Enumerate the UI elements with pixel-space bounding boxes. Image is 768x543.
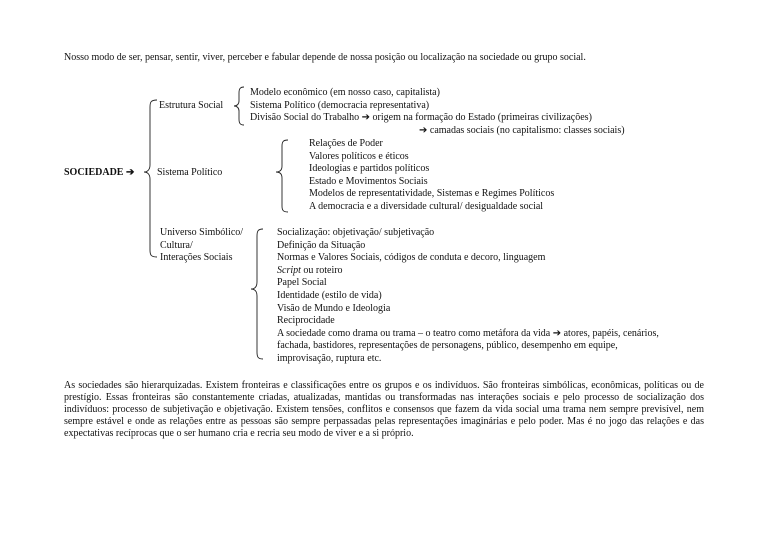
list-item: Visão de Mundo e Ideologia [277,302,391,314]
list-item: Sistema Político (democracia representativa) [250,99,430,111]
branch-sistema-politico: Sistema Político [157,167,223,178]
list-item: Papel Social [277,277,327,289]
list-item: improvisação, ruptura etc. [277,352,382,364]
list-item: Identidade (estilo de vida) [277,289,382,301]
sistema-brace [276,140,288,212]
intro-sentence: Nosso modo de ser, pensar, sentir, viver, perceber e fabular depende de nossa posição ou localização na sociedade ou grupo social. [64,52,586,63]
branch-label-line: Interações Sociais [160,252,233,264]
script-suffix: ou roteiro [300,264,343,276]
root-label: SOCIEDADE [64,167,124,178]
list-item: A sociedade como drama ou trama – o teatro como metáfora da vida ➔ atores, papéis, cenários, [277,327,659,339]
list-item: fachada, bastidores, representações de personagens, público, desempenho em equipe, [277,340,618,352]
list-item: Definição da Situação [277,239,366,251]
script-word: Script [277,264,301,276]
list-item: Ideologias e partidos políticos [309,163,430,175]
list-item: Divisão Social do Trabalho ➔ origem na formação do Estado (primeiras civilizações) [250,112,592,124]
list-item: A democracia e a diversidade cultural/ desigualdade social [309,200,544,212]
main-brace [144,100,157,257]
list-item: ➔ camadas sociais (no capitalismo: classes sociais) [419,124,625,136]
universo-brace [251,229,263,359]
arrow-right-icon: ➔ [125,167,135,178]
branch-label-line: Universo Simbólico/ [160,227,244,238]
closing-paragraph: As sociedades são hierarquizadas. Existem fronteiras e classificações entre os grupos e os indivíduos. São fronteiras simbólicas, econômicas, políticas ou de prestígio. Essas fronteiras são constantemente criadas, atualizadas, mantidas ou transformadas nas interações sociais e pelo processo de socialização dos indivíduos: processo de subjetivação e objetivação. Existem tensões, conflitos e consensos que fazem da vida social uma trama nem sempre previsível, nem sempre estável e onde as relações entre as pessoas são sempre perpassadas pelas representações imaginárias e pelo poder. Mas é no jogo das relações e das expectativas recíprocas que o ser humano cria e recria seu modo de viver e a si próprio. [64,380,704,439]
list-item: Modelos de representatividade, Sistemas e Regimes Políticos [309,188,555,200]
estrutura-brace [234,87,244,125]
branch-label-line: Cultura/ [160,239,193,251]
list-item: Socialização: objetivação/ subjetivação [277,227,435,238]
list-item: Modelo econômico (em nosso caso, capitalista) [250,87,440,98]
branch-estrutura-social: Estrutura Social [159,100,224,111]
list-item: Relações de Poder [309,138,383,149]
list-item: Valores políticos e éticos [309,150,409,162]
list-item: Estado e Movimentos Sociais [309,175,428,187]
list-item: Normas e Valores Sociais, códigos de conduta e decoro, linguagem [277,252,546,264]
list-item: Reciprocidade [277,315,335,327]
